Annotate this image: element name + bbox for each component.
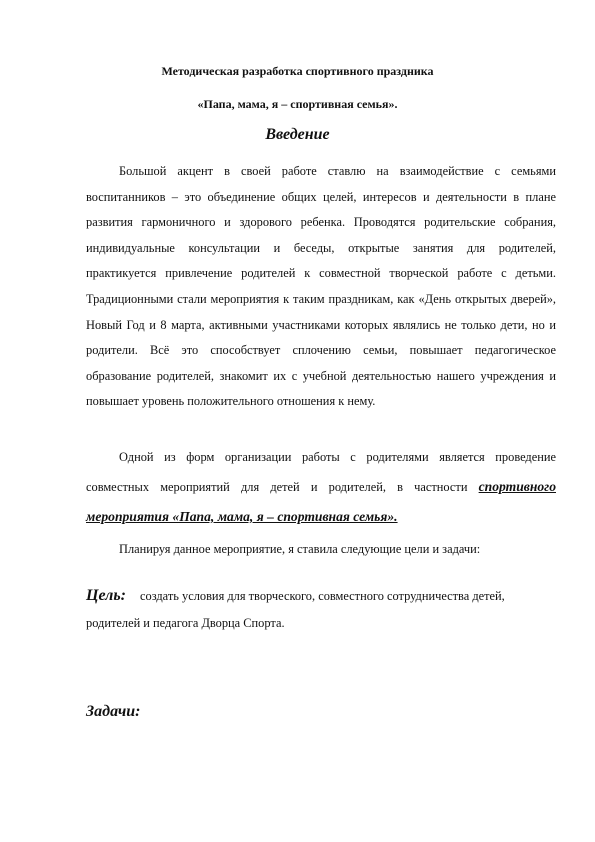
document-title-line-2: «Папа, мама, я – спортивная семья».	[197, 97, 398, 111]
goal-text: создать условия для творческого, совместного сотрудничества детей, родителей и педагога Дворца Спорта.	[86, 589, 505, 630]
event-name-emphasis: спортивного мероприятия «Папа, мама, я – спортивная семья».	[86, 479, 556, 524]
introduction-paragraph-3: Планируя данное мероприятие, я ставила следующие цели и задачи:	[119, 542, 481, 556]
goal-label: Цель:	[86, 587, 126, 604]
tasks-label: Задачи:	[86, 703, 141, 720]
section-heading-introduction: Введение	[265, 126, 330, 143]
document-title-line-1: Методическая разработка спортивного праздника	[161, 64, 434, 78]
introduction-paragraph-1: Большой акцент в своей работе ставлю на взаимодействие с семьями воспитанников – это объединение общих целей, интересов и деятельности в плане развития гармоничного и здорового ребенка. Проводятся родительские собрания, индивидуальные консультации и беседы, открытые занятия для родителей, практикуется привлечение родителей к совместной творческой работе с детьми. Традиционными стали мероприятия к таким праздникам, как «День открытых дверей», Новый Год и 8 марта, активными участниками которых являлись не только дети, но и родители. Всё это способствует сплочению семьи, повышает педагогическое образование родителей, знакомит их с учебной деятельностью нашего учреждения и повышает уровень положительного отношения к нему.	[86, 164, 556, 409]
goal-block	[86, 582, 556, 637]
introduction-paragraph-2	[86, 443, 556, 532]
paragraph-2-text: Одной из форм организации работы с родителями является проведение совместных мероприятий для детей и родителей, в частности	[86, 450, 556, 494]
